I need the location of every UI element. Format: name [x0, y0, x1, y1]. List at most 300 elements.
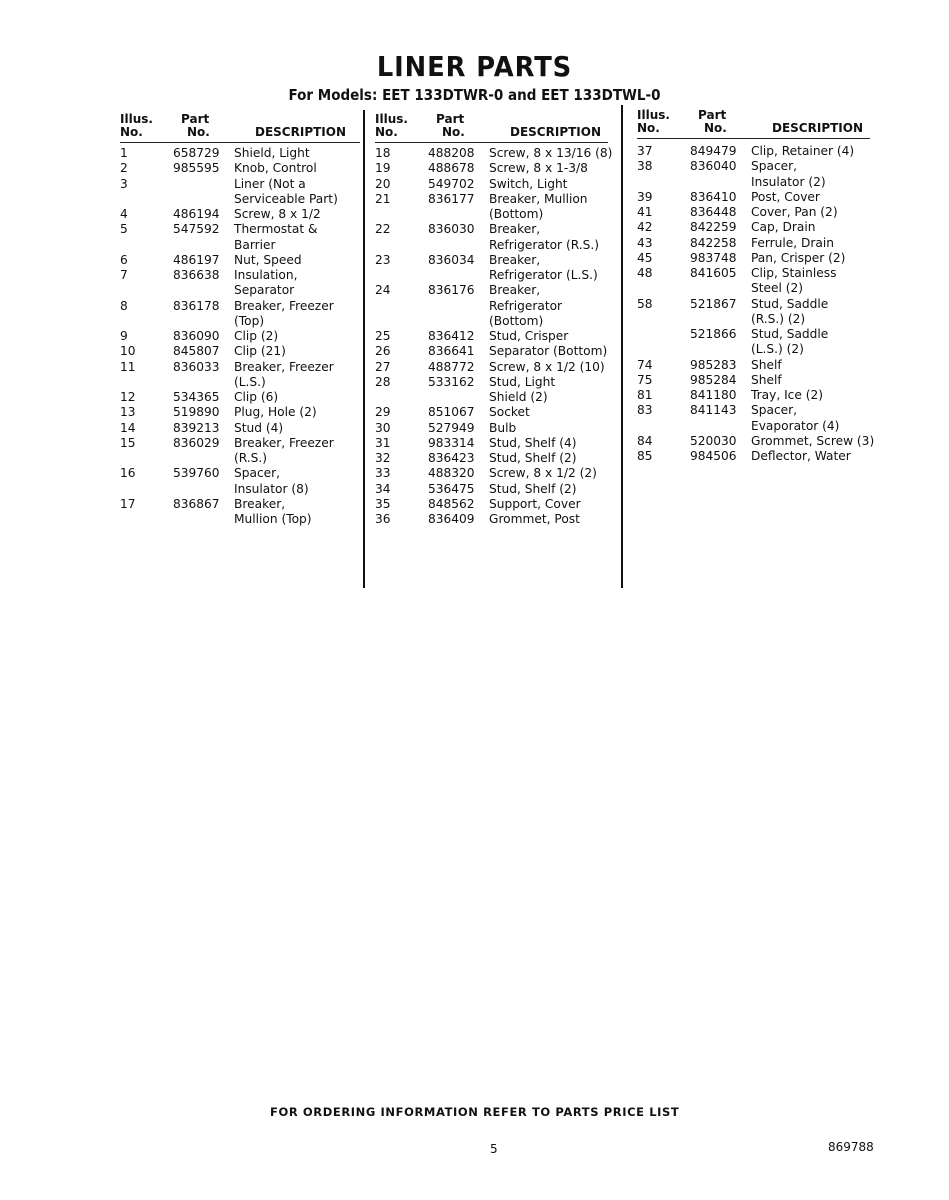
illus-number	[375, 268, 428, 283]
part-description: Breaker,	[489, 222, 541, 237]
illus-number	[375, 314, 428, 329]
part-description: (L.S.)	[234, 374, 266, 389]
part-description: Cover, Pan (2)	[751, 205, 838, 219]
illus-number: 26	[375, 344, 391, 359]
part-row	[375, 436, 612, 451]
part-description: Screw, 8 x 1/2 (10)	[489, 359, 605, 374]
page-number: 5	[490, 1142, 498, 1156]
part-number	[428, 314, 489, 329]
illus-number	[375, 238, 428, 253]
part-number: 519890	[173, 405, 220, 420]
part-description: Stud, Shelf (2)	[489, 481, 577, 496]
illus-number: 21	[375, 191, 391, 206]
part-description: Stud (4)	[234, 420, 284, 435]
header-part-no: No.	[187, 125, 210, 139]
illus-number: 30	[375, 420, 391, 435]
parts-column-3	[637, 144, 874, 464]
part-row	[375, 360, 612, 375]
part-number	[428, 207, 489, 222]
part-number: 836448	[690, 205, 737, 219]
part-description: Grommet, Post	[489, 512, 580, 526]
part-description: Post, Cover	[751, 189, 820, 204]
part-number	[173, 314, 234, 329]
part-description: Barrier	[234, 237, 276, 252]
header-rule	[637, 138, 870, 139]
part-number: 836423	[428, 451, 475, 465]
part-row	[375, 146, 612, 161]
part-number	[690, 342, 751, 357]
part-number: 836090	[173, 329, 220, 343]
part-row	[375, 161, 612, 176]
part-description: Liner (Not a	[234, 176, 306, 191]
part-row	[120, 344, 338, 359]
part-number: 836410	[690, 189, 737, 204]
illus-number	[637, 342, 690, 357]
part-description: Insulator (2)	[751, 174, 826, 189]
part-number	[173, 283, 234, 298]
part-row	[637, 159, 874, 174]
part-number	[173, 451, 234, 466]
illus-number: 9	[120, 329, 128, 343]
illus-number: 45	[637, 250, 653, 265]
illus-number: 74	[637, 357, 653, 372]
part-number: 836040	[690, 159, 737, 174]
part-number: 985595	[173, 161, 220, 176]
part-description: Stud, Crisper	[489, 329, 569, 343]
part-description: Refrigerator (R.S.)	[489, 237, 599, 252]
part-description: Screw, 8 x 13/16 (8)	[489, 146, 613, 160]
part-description: Breaker, Freezer	[234, 359, 334, 374]
part-row	[637, 266, 874, 281]
part-row	[637, 281, 874, 296]
part-description: Breaker, Freezer	[234, 435, 334, 450]
part-row	[637, 297, 874, 312]
part-number: 985283	[690, 357, 737, 372]
parts-column-2	[375, 146, 612, 527]
illus-number: 39	[637, 189, 653, 204]
part-row	[637, 342, 874, 357]
part-row	[375, 238, 612, 253]
part-description: Mullion (Top)	[234, 512, 312, 526]
part-row	[120, 268, 338, 283]
column-divider	[621, 105, 623, 588]
illus-number	[375, 390, 428, 405]
part-number: 536475	[428, 481, 475, 496]
illus-number	[120, 512, 173, 527]
part-description: Grommet, Screw (3)	[751, 433, 875, 448]
part-description: (R.S.)	[234, 451, 268, 465]
part-row	[120, 177, 338, 192]
part-number	[690, 175, 751, 190]
part-row	[637, 373, 874, 388]
part-description: Stud, Shelf (2)	[489, 451, 577, 465]
header-rule	[375, 142, 608, 143]
illus-number: 1	[120, 146, 128, 160]
part-row	[375, 451, 612, 466]
part-description: Breaker,	[489, 252, 541, 267]
part-description: Shield (2)	[489, 390, 548, 404]
part-description: Shield, Light	[234, 146, 310, 160]
illus-number: 24	[375, 283, 391, 298]
illus-number: 11	[120, 359, 136, 374]
part-row	[637, 236, 874, 251]
illus-number: 75	[637, 372, 653, 387]
illus-number: 58	[637, 296, 653, 311]
part-number	[428, 299, 489, 314]
part-number: 985284	[690, 372, 737, 387]
part-row	[375, 375, 612, 390]
part-number: 520030	[690, 433, 737, 448]
part-description: Screw, 8 x 1/2	[234, 207, 321, 221]
part-row	[637, 205, 874, 220]
header-rule	[120, 142, 360, 143]
part-description: (Bottom)	[489, 313, 544, 328]
part-description: Separator (Bottom)	[489, 344, 608, 359]
part-row	[375, 466, 612, 481]
part-description: Spacer,	[751, 159, 798, 174]
part-row	[120, 421, 338, 436]
illus-number: 5	[120, 222, 128, 237]
part-number: 836409	[428, 512, 475, 526]
illus-number: 16	[120, 466, 136, 481]
part-description: Steel (2)	[751, 281, 804, 296]
part-number: 658729	[173, 146, 220, 160]
part-description: Plug, Hole (2)	[234, 405, 317, 420]
column-divider	[363, 110, 365, 588]
part-description: Breaker, Freezer	[234, 298, 334, 313]
part-number: 488678	[428, 161, 475, 176]
illus-number: 22	[375, 222, 391, 237]
part-row	[120, 329, 338, 344]
illus-number: 32	[375, 451, 391, 465]
part-row	[637, 251, 874, 266]
part-row	[637, 312, 874, 327]
part-row	[375, 344, 612, 359]
part-number: 839213	[173, 420, 220, 435]
part-number: 836176	[428, 283, 475, 298]
part-number: 836638	[173, 268, 220, 282]
illus-number: 7	[120, 268, 128, 282]
part-description: Shelf	[751, 357, 782, 372]
header-illus: Illus.	[637, 108, 670, 122]
part-number	[690, 419, 751, 434]
part-number	[173, 177, 234, 192]
part-number	[690, 281, 751, 296]
part-row	[120, 497, 338, 512]
part-row	[375, 497, 612, 512]
illus-number	[120, 192, 173, 207]
part-row	[375, 192, 612, 207]
part-number: 486197	[173, 252, 220, 267]
part-description: Socket	[489, 405, 530, 420]
illus-number: 10	[120, 344, 136, 359]
part-number: 849479	[690, 144, 737, 158]
header-description: DESCRIPTION	[255, 125, 347, 139]
part-number	[173, 192, 234, 207]
part-row	[637, 144, 874, 159]
part-row	[120, 192, 338, 207]
illus-number: 6	[120, 252, 128, 267]
part-description: Clip (6)	[234, 390, 279, 404]
header-part-no: No.	[704, 121, 727, 135]
illus-number: 38	[637, 159, 653, 174]
illus-number: 85	[637, 449, 653, 463]
part-number: 836641	[428, 344, 475, 359]
illus-number	[637, 281, 690, 296]
part-number	[173, 482, 234, 497]
document-number: 869788	[828, 1140, 874, 1154]
part-number: 521867	[690, 296, 737, 311]
part-description: Clip, Retainer (4)	[751, 144, 855, 158]
part-number: 836034	[428, 252, 475, 267]
illus-number: 8	[120, 298, 128, 313]
part-number: 845807	[173, 344, 220, 359]
part-description: (R.S.) (2)	[751, 311, 806, 326]
header-illus-no: No.	[120, 125, 143, 139]
part-number: 983314	[428, 435, 475, 450]
part-number: 836177	[428, 191, 475, 206]
part-number	[428, 390, 489, 405]
part-description: Support, Cover	[489, 496, 581, 511]
part-number: 533162	[428, 374, 475, 389]
part-number: 836178	[173, 298, 220, 313]
part-row	[637, 403, 874, 418]
illus-number	[120, 375, 173, 390]
header-illus: Illus.	[375, 112, 408, 126]
part-row	[120, 283, 338, 298]
page-title: LINER PARTS	[376, 50, 573, 83]
illus-number	[637, 419, 690, 434]
illus-number: 29	[375, 405, 391, 420]
part-row	[120, 222, 338, 237]
part-row	[120, 482, 338, 497]
part-description: Separator	[234, 283, 295, 298]
illus-number: 83	[637, 403, 653, 418]
part-row	[120, 466, 338, 481]
part-number: 836033	[173, 359, 220, 374]
part-number: 836412	[428, 329, 475, 343]
part-number	[173, 238, 234, 253]
part-number: 851067	[428, 405, 475, 420]
illus-number	[120, 451, 173, 466]
part-description: Cap, Drain	[751, 220, 816, 235]
part-description: Thermostat &	[234, 222, 318, 237]
part-description: Switch, Light	[489, 176, 568, 191]
part-description: Breaker, Mullion	[489, 191, 588, 206]
part-description: Refrigerator (L.S.)	[489, 268, 598, 282]
illus-number: 43	[637, 235, 653, 250]
part-description: Spacer,	[234, 466, 281, 481]
part-number	[173, 375, 234, 390]
part-description: Screw, 8 x 1-3/8	[489, 161, 588, 176]
illus-number	[375, 207, 428, 222]
part-row	[637, 175, 874, 190]
part-row	[120, 314, 338, 329]
illus-number: 20	[375, 176, 391, 191]
part-row	[375, 207, 612, 222]
part-description: Evaporator (4)	[751, 418, 840, 433]
illus-number: 34	[375, 481, 391, 496]
part-description: Breaker,	[234, 496, 286, 511]
part-row	[375, 390, 612, 405]
part-description: Knob, Control	[234, 161, 317, 176]
part-number	[428, 268, 489, 283]
part-number: 836030	[428, 222, 475, 237]
part-description: Screw, 8 x 1/2 (2)	[489, 466, 597, 481]
illus-number	[120, 283, 173, 298]
part-row	[637, 388, 874, 403]
part-number: 841180	[690, 388, 737, 402]
part-row	[637, 449, 874, 464]
header-part: Part	[436, 112, 465, 126]
header-description: DESCRIPTION	[510, 125, 602, 139]
header-description: DESCRIPTION	[772, 121, 864, 135]
illus-number: 41	[637, 205, 653, 219]
part-row	[120, 253, 338, 268]
ordering-note: FOR ORDERING INFORMATION REFER TO PARTS PRICE LIST	[270, 1105, 680, 1119]
illus-number: 37	[637, 144, 653, 158]
part-row	[637, 220, 874, 235]
illus-number	[120, 238, 173, 253]
illus-number: 2	[120, 161, 128, 176]
part-row	[120, 360, 338, 375]
part-description: (Top)	[234, 313, 265, 328]
part-number: 521866	[690, 327, 737, 341]
part-description: Spacer,	[751, 403, 798, 418]
illus-number: 48	[637, 266, 653, 280]
part-number: 547592	[173, 222, 220, 237]
illus-number: 23	[375, 252, 391, 267]
illus-number: 18	[375, 146, 391, 160]
part-description: Shelf	[751, 372, 782, 387]
illus-number: 28	[375, 374, 391, 389]
part-number: 549702	[428, 176, 475, 191]
part-row	[375, 253, 612, 268]
part-row	[375, 268, 612, 283]
part-number: 841143	[690, 403, 737, 418]
part-row	[120, 146, 338, 161]
illus-number: 15	[120, 435, 136, 450]
part-row	[375, 421, 612, 436]
part-row	[375, 283, 612, 298]
part-description: Clip (21)	[234, 344, 286, 359]
part-row	[375, 329, 612, 344]
parts-column-1	[120, 146, 338, 527]
part-number: 984506	[690, 449, 737, 463]
part-number: 983748	[690, 250, 737, 265]
illus-number: 31	[375, 435, 391, 450]
part-row	[120, 512, 338, 527]
part-row	[120, 161, 338, 176]
header-illus-no: No.	[375, 125, 398, 139]
part-number: 486194	[173, 207, 220, 221]
part-number: 488772	[428, 359, 475, 374]
part-number: 836029	[173, 435, 220, 450]
illus-number: 81	[637, 388, 653, 402]
part-description: Stud, Saddle	[751, 327, 829, 341]
part-description: Ferrule, Drain	[751, 235, 834, 250]
illus-number: 3	[120, 176, 128, 191]
part-description: Serviceable Part)	[234, 191, 338, 206]
part-row	[637, 190, 874, 205]
illus-number: 19	[375, 161, 391, 176]
part-description: Clip (2)	[234, 329, 279, 343]
part-row	[375, 512, 612, 527]
part-row	[637, 419, 874, 434]
part-row	[120, 436, 338, 451]
part-description: Nut, Speed	[234, 252, 302, 267]
part-row	[120, 375, 338, 390]
part-number: 539760	[173, 466, 220, 481]
part-number	[428, 238, 489, 253]
part-description: Pan, Crisper (2)	[751, 250, 846, 265]
part-description: Clip, Stainless	[751, 266, 837, 280]
part-number: 841605	[690, 266, 737, 280]
illus-number: 36	[375, 512, 391, 526]
part-description: Bulb	[489, 420, 517, 435]
illus-number	[637, 175, 690, 190]
part-number: 836867	[173, 496, 220, 511]
part-row	[120, 238, 338, 253]
illus-number	[637, 327, 690, 342]
part-number: 488208	[428, 146, 475, 160]
header-part: Part	[181, 112, 210, 126]
part-description: Insulation,	[234, 268, 298, 282]
part-row	[375, 222, 612, 237]
illus-number: 84	[637, 433, 653, 448]
illus-number: 27	[375, 359, 391, 374]
part-row	[637, 358, 874, 373]
part-description: (L.S.) (2)	[751, 342, 804, 357]
header-illus-no: No.	[637, 121, 660, 135]
illus-number: 14	[120, 420, 136, 435]
part-row	[120, 390, 338, 405]
part-number: 534365	[173, 390, 220, 404]
header-part: Part	[698, 108, 727, 122]
part-row	[120, 207, 338, 222]
part-row	[120, 405, 338, 420]
illus-number	[637, 312, 690, 327]
part-row	[120, 299, 338, 314]
illus-number: 13	[120, 405, 136, 420]
part-description: Stud, Shelf (4)	[489, 435, 577, 450]
part-number: 842259	[690, 220, 737, 235]
part-description: Breaker,	[489, 283, 541, 298]
illus-number	[120, 314, 173, 329]
illus-number: 33	[375, 466, 391, 481]
part-description: Tray, Ice (2)	[751, 388, 824, 402]
part-number: 527949	[428, 420, 475, 435]
part-description: (Bottom)	[489, 207, 544, 221]
part-number: 842258	[690, 235, 737, 250]
illus-number: 25	[375, 329, 391, 343]
header-illus: Illus.	[120, 112, 153, 126]
part-row	[637, 434, 874, 449]
models-subtitle: For Models: EET 133DTWR-0 and EET 133DTWL-0	[288, 86, 661, 104]
part-number	[690, 312, 751, 327]
header-part-no: No.	[442, 125, 465, 139]
illus-number: 35	[375, 496, 391, 511]
part-row	[375, 314, 612, 329]
illus-number: 17	[120, 496, 136, 511]
part-description: Insulator (8)	[234, 481, 309, 496]
part-description: Stud, Light	[489, 374, 556, 389]
illus-number	[120, 482, 173, 497]
illus-number: 42	[637, 220, 653, 235]
part-row	[637, 327, 874, 342]
part-description: Deflector, Water	[751, 449, 851, 463]
part-description: Stud, Saddle	[751, 296, 829, 311]
